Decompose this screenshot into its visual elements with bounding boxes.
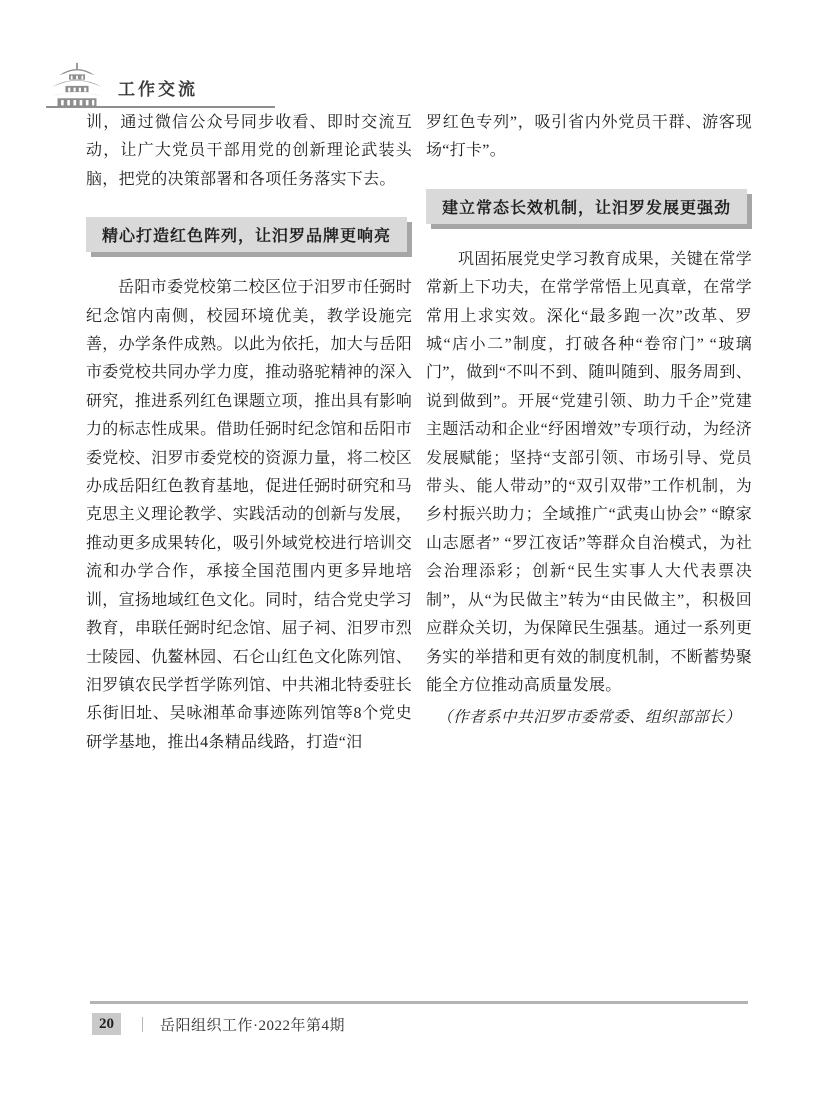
- right-paragraph-continuation: 罗红色专列”，吸引省内外党员干群、游客现场“打卡”。: [426, 114, 752, 160]
- footer-separator: ｜: [135, 1017, 151, 1034]
- footer-divider: [90, 1001, 748, 1004]
- journal-issue-label: 岳阳组织工作·2022年第4期: [160, 1017, 346, 1034]
- page-number: 20: [92, 1013, 121, 1035]
- section-heading-text: 建立常态长效机制，让汨罗发展更强劲: [441, 199, 731, 217]
- pagoda-icon: [46, 60, 108, 110]
- page-footer: [92, 1013, 345, 1035]
- left-paragraph-continuation: 训，通过微信公众号同步收看、即时交流互动，让广大党员干部用党的创新理论武装头脑，把党的决策部署和各项任务落实下去。: [86, 114, 412, 188]
- left-column: [86, 109, 412, 757]
- header-divider: [46, 106, 275, 108]
- page-header: [46, 60, 198, 110]
- left-paragraph-body: 岳阳市委党校第二校区位于汨罗市任弼时纪念馆内南侧，校园环境优美，教学设施完善，办学条件成熟。以此为依托，加大与岳阳市委党校共同办学力度，推动骆驼精神的深入研究，推进系列红色课题立项，推出具有影响力的标志性成果。借助任弼时纪念馆和岳阳市委党校、汨罗市委党校的资源力量，将二校区办成岳阳红色教育基地，促进任弼时研究和马克思主义理论教学、实践活动的创新与发展，推动更多成果转化，吸引外域党校进行培训交流和办学合作，承接全国范围内更多异地培训，宣扬地域红色文化。同时，结合党史学习教育，串联任弼时纪念馆、屈子祠、汨罗市烈士陵园、仇鳌林园、石仑山红色文化陈列馆、汨罗镇农民学哲学陈列馆、中共湘北特委驻长乐街旧址、吴咏湘革命事迹陈列馆等8个党史研学基地，推出4条精品线路，打造“汨: [86, 279, 413, 751]
- right-paragraph-body: 巩固拓展党史学习教育成果，关键在常学常新上下功夫，在常学常悟上见真章，在常学常用上求实效。深化“最多跑一次”改革、罗城“店小二”制度，打破各种“卷帘门” “玻璃门”，做到“不叫不到、随叫随到、服务周到、说到做到”。开展“党建引领、助力千企”党建主题活动和企业“纾困增效”专项行动，为经济发展赋能；坚持“支部引领、市场引导、党员带头、能人带动”的“双引双带”工作机制，为乡村振兴助力；全域推广“武夷山协会” “瞭家山志愿者” “罗江夜话”等群众自治模式，为社会治理添彩；创新“民生实事人大代表票决制”，从“为民做主”转为“由民做主”，积极回应群众关切，为保障民生强基。通过一系列更务实的举措和更有效的制度机制，不断蓄势聚能全方位推动高质量发展。: [426, 250, 753, 694]
- right-column: [426, 109, 752, 732]
- section-heading-text: 精心打造红色阵列，让汨罗品牌更响亮: [101, 228, 391, 246]
- section-heading-red-brand: [86, 217, 407, 252]
- section-heading-mechanism: [426, 189, 747, 224]
- column-section-label: 工作交流: [118, 80, 198, 99]
- author-attribution: （作者系中共汨罗市委常委、组织部部长）: [436, 709, 741, 727]
